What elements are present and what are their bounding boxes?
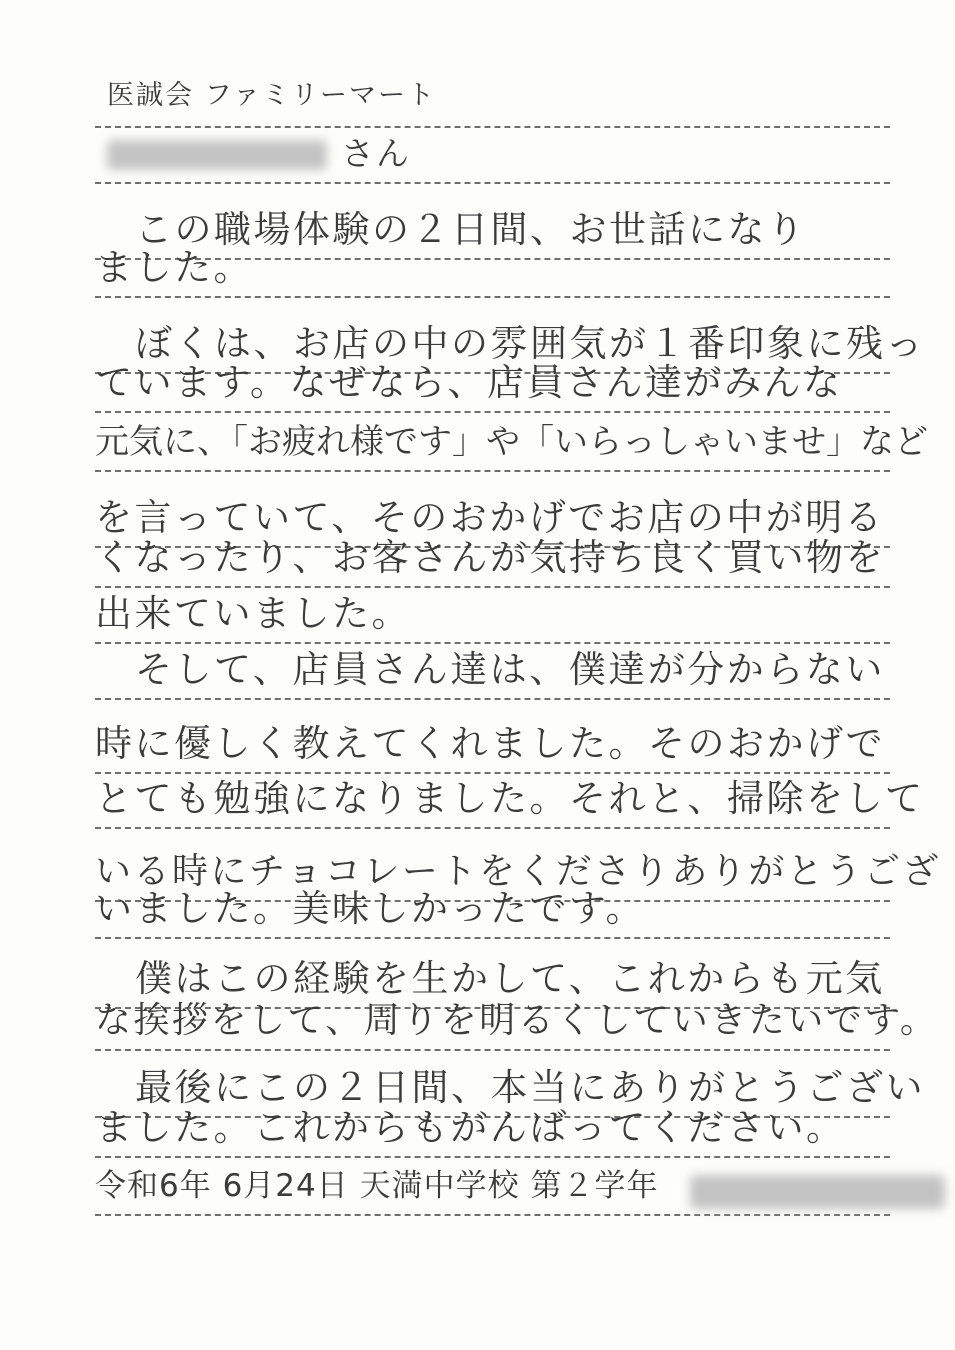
body-line: ました。 <box>95 246 253 289</box>
body-line: ました。これからもがんばってください。 <box>95 1106 846 1149</box>
ruled-line-15 <box>95 863 890 939</box>
body-line: を言っていて、そのおかげでお店の中が明る <box>95 496 885 539</box>
ruled-line-4 <box>95 222 890 298</box>
ruled-line-7 <box>95 396 928 472</box>
body-line: 出来ていました。 <box>95 592 411 635</box>
ruled-line-11 <box>95 624 890 700</box>
body-line: とても勉強になりました。それと、掃除をして <box>95 777 925 820</box>
body-line: くなったり、お客さんが気持ち良く買い物を <box>95 536 885 579</box>
body-line: 時に優しく教えてくれました。そのおかげで <box>95 722 885 765</box>
body-line: いました。美味しかったです。 <box>95 887 646 930</box>
body-line: な挨拶をして、周りを明るくしていきたいです。 <box>95 1000 939 1041</box>
body-line: いる時にチョコレートをくださりありがとうござ <box>95 851 941 892</box>
ruled-line-17 <box>95 975 939 1051</box>
body-line: この職場体験の２日間、お世話になり <box>135 208 807 251</box>
redacted-recipient-name <box>107 140 327 170</box>
recipient-suffix: さん <box>341 134 411 173</box>
body-line: ぼくは、お店の中の雰囲気が１番印象に残っ <box>135 322 925 365</box>
letter-footer: 令和6年 6月24日 天満中学校 第２学年 <box>95 1168 659 1204</box>
ruled-line-2 <box>95 108 890 184</box>
ruled-line-13 <box>95 753 925 829</box>
redacted-sender-name <box>690 1175 945 1209</box>
ruled-line-divider <box>95 1214 890 1216</box>
recipient-line <box>107 131 411 176</box>
body-line: ています。なぜなら、店員さん達がみんな <box>95 361 843 404</box>
body-line: 元気に、「お疲れ様です」や「いらっしゃいませ」など <box>95 422 928 462</box>
body-line: 最後にこの２日間、本当にありがとうござい <box>135 1066 925 1109</box>
body-line: そして、店員さん達は、僕達が分からない <box>135 648 885 691</box>
body-line: 僕はこの経験を生かして、これからも元気 <box>135 957 885 1000</box>
recipient-org: 医誠会 ファミリーマート <box>107 80 437 111</box>
